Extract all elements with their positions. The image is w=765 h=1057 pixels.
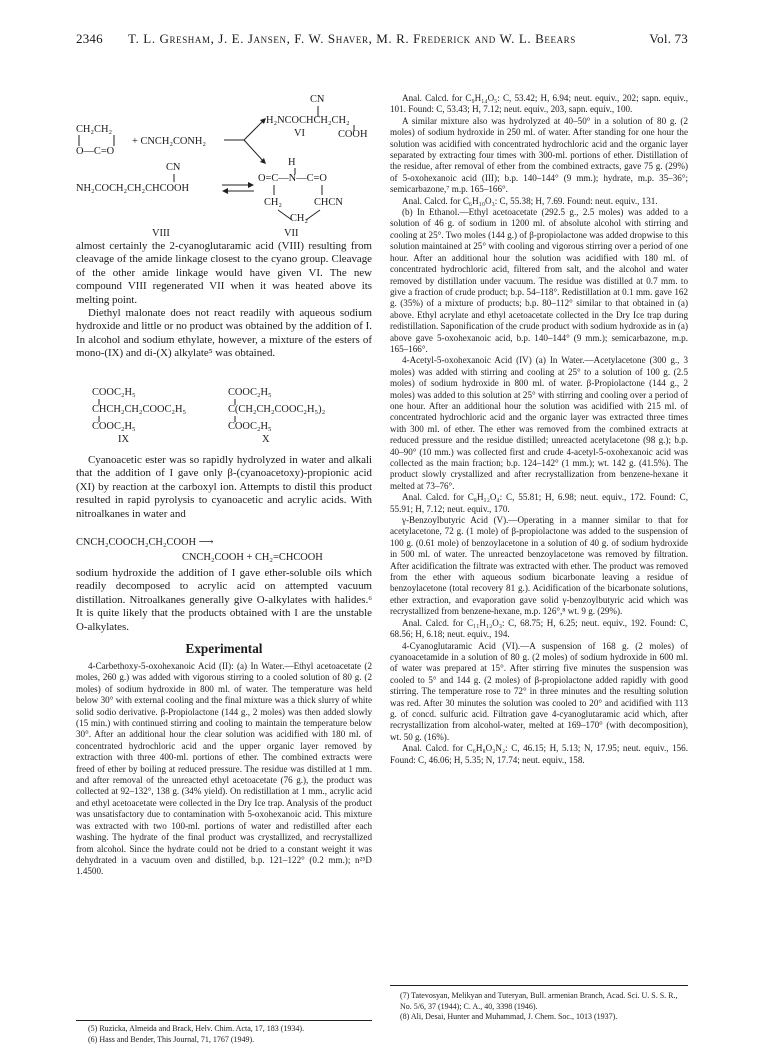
paragraph: 4-Cyanoglutaramic Acid (VI).—A suspension of 168 g. (2 moles) of cyanoacetamide in a solution of 80 g. (2 moles) of sodium hydroxide in 600 ml. of water was prepared at 15°. After stirring five minutes the suspension was cooled to 5° and 144 g. (2 moles) of β-propiolactone added rapidly with good stirring. The temperature rose to 72° in three minutes and the resulting solution was red. After 30 minutes the solution was cooled to 20° and acidified with 113 g. of concd. sulfuric acid. Filtration gave 4-cyanoglutaramic acid which, after recrystallization from alcohol-water, melted at 169–170° (with decomposition), wt. 50 g. (16%). bbox=[390, 640, 688, 742]
running-header bbox=[76, 31, 688, 47]
paragraph: γ-Benzoylbutyric Acid (V).—Operating in a manner similar to that for acetylacetone, 72 g. (1 mole) of β-propiolactone was added to the suspension of 100 g. (0.61 mole) of benzoylacetone in a solution of 40 g. of sodium hydroxide in 500 ml. of water. The unreacted benzoylacetone was removed by filtration. After acidification the filtrate was extracted with ether. The product was removed from the ether with aqueous sodium bicarbonate leaving a residue of benzoylacetone (total recovery 81 g.). Acidification of the bicarbonate solutions, ether extraction, and evaporation gave solid γ-benzoylbutyric acid which was recrystallized from benzene-hexane, m.p. 126°,⁸ wt. 9 g. (29%). bbox=[390, 515, 688, 617]
paragraph: sodium hydroxide the addition of I gave ether-soluble oils which readily decomposed to acrylic acid on attempted vacuum distillation. Nitroalkanes generally give O-alkylates with halides.⁶ It is quite likely that the products obtained with I are the unstable O-alkylates. bbox=[76, 567, 372, 633]
x-line3: COOC₂H₅ bbox=[228, 421, 272, 432]
equilibrium-arrows bbox=[220, 182, 256, 194]
analysis: Anal. Calcd. for C₉H₁₄O₅: C, 53.42; H, 6.94; neut. equiv., 202; sapn. equiv., 101. Found: C, 53.43; H, 7.12; neut. equiv., 203, sapn. equiv., 100. bbox=[390, 93, 688, 115]
paragraph: (b) In Ethanol.—Ethyl acetoacetate (292.5 g., 2.5 moles) was added to a solution of 46 g. of sodium in 1200 ml. of absolute alcohol with stirring and cooling at 25°. Two moles (144 g.) of β-propiolactone was added dropwise to this solution maintained at 25° with cooling and vigorous stirring over a period of one hour. After an additional hour the solution was acidified with 180 ml. of concentrated hydrochloric acid, filtered from salt, and the alcohol and water removed by distillation under vacuum. The residue was distilled at 0.7 mm. to give a fraction of crude product; b.p. 54–118°. Redistillation at 0.1 mm. gave 162 g. (35%) of a mixture of products; b.p. 80–112° similar to that obtained in (a) above. Ethyl acrylate and ethyl acetoacetate collected in the Dry Ice trap during redistillation. Saponification of the crude product with sodium hydroxide as in (a) above gave 5-oxohexanoic acid, b.p. 140–144° (9 mm.); semicarbazone, m.p. 165–166°. bbox=[390, 207, 688, 354]
left-column-experimental bbox=[76, 661, 372, 878]
left-column-para3 bbox=[76, 454, 372, 521]
footnote: (6) Hass and Bender, This Journal, 71, 1767 (1949). bbox=[88, 1034, 255, 1044]
pyrolysis-equation-line1: CNCH₂COOCH₂CH₂COOH ⟶ bbox=[76, 537, 214, 548]
left-column-intro bbox=[76, 240, 372, 361]
viii-formula: NH₂COCH₂CH₂CHCOOH bbox=[76, 183, 190, 194]
viii-cn: CN bbox=[166, 162, 181, 173]
volume-label: Vol. 73 bbox=[649, 31, 688, 46]
left-footnotes bbox=[88, 1024, 372, 1045]
analysis: Anal. Calcd. for C₁₁H₁₂O₃: C, 68.75; H, 6.25; neut. equiv., 192. Found: C, 68.56; H, 6.18; neut. equiv., 194. bbox=[390, 617, 688, 640]
right-footnotes bbox=[400, 991, 688, 1023]
footnote: (7) Tatevosyan, Melikyan and Tuteryan, Bull. armenian Branch, Acad. Sci. U. S. S. R., No. 5/6, 37 (1944); C. A., 40, 3398 (1946). bbox=[400, 991, 678, 1011]
footnote-divider bbox=[76, 1020, 372, 1021]
ring-ch2-bottom: CH₂ bbox=[290, 213, 309, 224]
product-vi-formula: H₂NCOCHCH₂CH₂ bbox=[266, 115, 350, 126]
paragraph: Cyanoacetic ester was so rapidly hydrolyzed in water and alkali that the addition of I gave only β-(cyanoacetoxy)-propionic acid (XI) by reaction at the carboxyl ion. Attempts to distil this product resulted in rapid pyrolysis to cyanoacetic and acrylic acids. With nitroalkanes in water and bbox=[76, 454, 372, 520]
x-label: X bbox=[262, 434, 270, 445]
footnote: (8) Ali, Desai, Hunter and Muhammad, J. Chem. Soc., 1013 (1937). bbox=[400, 1012, 618, 1022]
reagent-cyanoacetamide: + CNCH₂CONH₂ bbox=[132, 136, 207, 147]
reaction-arrows bbox=[222, 116, 270, 172]
paragraph: Diethyl malonate does not react readily with aqueous sodium hydroxide and little or no product was obtained by the addition of I. In alcohol and sodium ethylate, however, a mixture of the esters of mono-(IX) and di-(X) alkylate⁵ was obtained. bbox=[76, 307, 372, 360]
pyrolysis-equation-line2: CNCH₂COOH + CH₂=CHCOOH bbox=[182, 552, 323, 563]
lactone-bottom: O—C=O bbox=[76, 146, 115, 157]
ring-h: H bbox=[288, 157, 296, 168]
page-number: 2346 bbox=[76, 31, 103, 46]
product-vi-label: VI bbox=[294, 128, 305, 139]
label-viii: VIII bbox=[152, 228, 170, 239]
ring-chcn: CHCN bbox=[314, 197, 343, 208]
analysis: Anal. Calcd. for C₈H₁₂O₄: C, 55.81; H, 6.98; neut. equiv., 172. Found: C, 55.91; H, 7.12; neut. equiv., 170. bbox=[390, 492, 688, 514]
footnote-divider bbox=[390, 985, 688, 986]
ring-ch2: CH₂ bbox=[264, 197, 283, 208]
author-list: T. L. Gresham, J. E. Jansen, F. W. Shaver, M. R. Frederick and W. L. Beears bbox=[128, 31, 576, 46]
analysis: Anal. Calcd. for C₆H₁₀O₃: C, 55.38; H, 7.69. Found: neut. equiv., 131. bbox=[402, 195, 658, 206]
right-column bbox=[390, 93, 688, 766]
ix-line2: CHCH₂CH₂COOC₂H₅ bbox=[92, 404, 187, 415]
x-line1: COOC₂H₅ bbox=[228, 387, 272, 398]
ring-top: O=C—N—C=O bbox=[258, 173, 327, 184]
ix-label: IX bbox=[118, 434, 129, 445]
footnote: (5) Ruzicka, Almeida and Brack, Helv. Chim. Acta, 17, 183 (1934). bbox=[88, 1024, 305, 1033]
paragraph: 4-Carbethoxy-5-oxohexanoic Acid (II): (a) In Water.—Ethyl acetoacetate (2 moles, 260 g.) was added with vigorous stirring to a cooled solution of 80 g. (2 moles) of sodium hydroxide in 800 ml. of water. The temperature was held below 30° with external cooling and the final mixture was a thick slurry of white solid sodio derivative. β-Propiolactone (144 g., 2 moles) was then added slowly (15 min.) with continued stirring and cooling to maintain the temperature below 30°. After an additional hour the clear solution was acidified with 180 ml. of concentrated hydrochloric acid and the upper organic layer removed by extraction with three 400-ml. portions of ether. The combined extracts were freed of ether by boiling at reduced pressure. The residue was distilled at 1 mm. and after removal of the unreacted ethyl acetoacetate (76 g.), the product was collected at 92–132°, 138 g. (34% yield). On redistillation at 1 mm., acrylic acid and ethyl acetoacetate were collected in the Dry Ice trap. Analysis of the product was unsatisfactory due to contamination with 5-oxohexanoic acid. This mixture was extracted with two 100-ml. portions of water and redistilled after each washing. The hydrate of the final product was crystallized, and recrystallized from alcohol. Since the hydrate could not be dried to a constant weight it was dehydrated in a vacuum oven and distilled, b.p. 121–122° (0.2 mm.); n²⁵D 1.4500. bbox=[76, 661, 372, 877]
lactone-top: CH₂CH₂ bbox=[76, 124, 113, 135]
ix-line1: COOC₂H₅ bbox=[92, 387, 136, 398]
left-column-para4 bbox=[76, 567, 372, 634]
paragraph: 4-Acetyl-5-oxohexanoic Acid (IV) (a) In Water.—Acetylacetone (300 g., 3 moles) was added with stirring and cooling at 25° to a solution of 100 g. (2.5 moles) of sodium hydroxide in 800 ml. of water. β-Propiolactone (144 g., 2 moles) was added to this solution at 25° with stirring and cooling over a period of one hour. After an additional hour the solution was acidified with 215 ml. of concentrated hydrochloric acid and the organic layer was extracted three times with 300 ml. of ether. The ether was removed from the combined extracts at reduced pressure and the residue distilled; unreacted acetylacetone (98 g.); b.p. 40–90° (10 mm.) was collected first and crude 4-acetyl-5-oxohexanoic acid was collected as the main fraction; b.p. 124–142° (1 mm.); wt. 142 g. (41.5%). The product slowly crystallized and after recrystallization from benzene-hexane it melted at 73–76°. bbox=[390, 355, 688, 491]
analysis: Anal. Calcd. for C₆H₈O₃N₂: C, 46.15; H, 5.13; N, 17.95; neut. equiv., 156. Found: C, 46.06; H, 5.35; N, 17.74; neut. equiv., 158. bbox=[390, 743, 688, 765]
paragraph: A similar mixture also was hydrolyzed at 40–50° in a solution of 80 g. (2 moles) of sodium hydroxide in 250 ml. of water. After standing for one hour the solution was acidified with concentrated hydrochloric acid and the organic layer separated by extracting four times with 300-ml. portions of ether. Distillation of the residue, after removal of ether from the combined extracts, gave 75 g. (29%) of 5-oxohexanoic acid (III); b.p. 140–144° (9 mm.); hydrate, m.p. 35–36°; semicarbazone,⁷ m.p. 165–166°. bbox=[390, 115, 688, 195]
ix-line3: COOC₂H₅ bbox=[92, 421, 136, 432]
product-vi-cooh: COOH bbox=[338, 129, 368, 140]
paragraph: almost certainly the 2-cyanoglutaramic acid (VIII) resulting from cleavage of the amide linkage closest to the cyano group. Cleavage of the other amide linkage would have given VI. The new compound VIII regenerated VII when it was heated above its melting point. bbox=[76, 240, 372, 306]
label-vii: VII bbox=[284, 228, 299, 239]
experimental-heading: Experimental bbox=[185, 641, 263, 656]
scheme-cn-top: CN bbox=[310, 94, 325, 105]
x-line2: C(CH₂CH₂COOC₂H₅)₂ bbox=[228, 404, 326, 415]
